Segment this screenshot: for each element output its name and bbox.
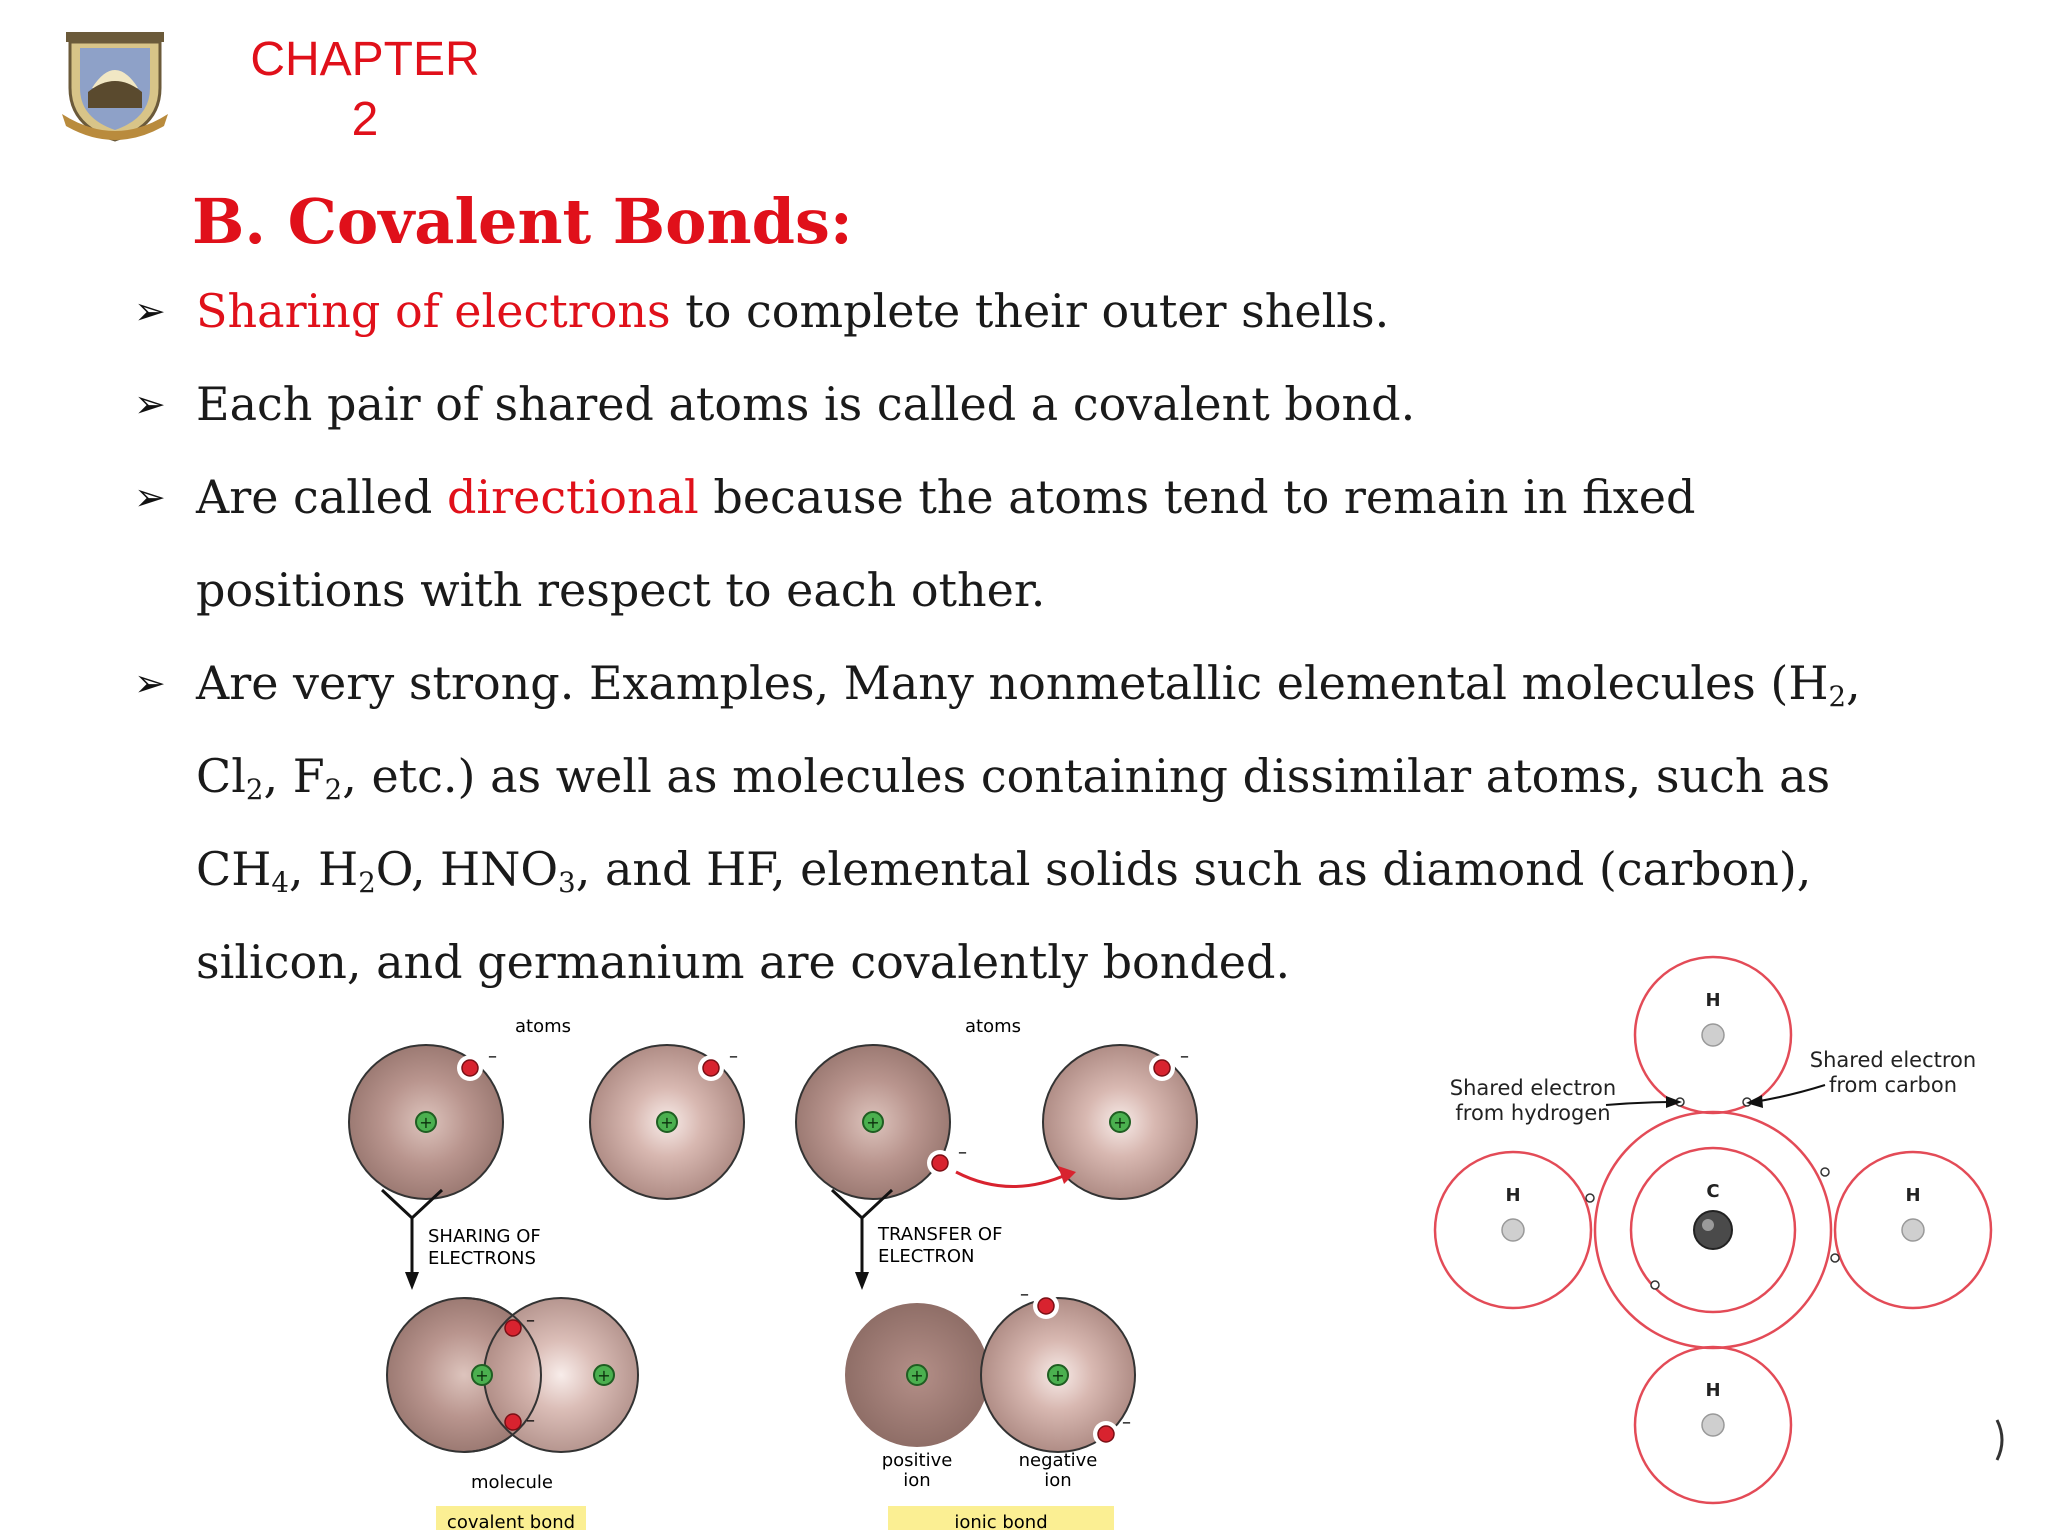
- bullet-text: Each pair of shared atoms is called a covalent bond.: [196, 377, 1416, 431]
- bonding-diagram: [330, 1010, 1230, 1530]
- methane-diagram: [1430, 940, 2030, 1520]
- sharing-label-2: ELECTRONS: [428, 1248, 536, 1269]
- minus-sign: –: [729, 1046, 738, 1067]
- bullet-line-1: [196, 637, 1996, 730]
- transfer-label-1: TRANSFER OF: [878, 1224, 1003, 1245]
- minus-sign: –: [958, 1142, 967, 1163]
- edge-decoration: [1997, 1420, 2002, 1460]
- arrow-bullet-icon: ➢: [134, 475, 166, 519]
- shared-c-label-2: from carbon: [1828, 1073, 1958, 1097]
- ionic-result: [845, 1284, 1135, 1530]
- text-run: , H: [288, 842, 359, 896]
- chapter-number: 2: [351, 93, 379, 146]
- subscript: 2: [324, 772, 343, 806]
- hydrogen-nucleus-icon: [1702, 1414, 1724, 1436]
- bullet-text: to complete their outer shells.: [670, 284, 1390, 338]
- carbon-nucleus-icon: [1694, 1211, 1732, 1249]
- plus-sign: +: [1113, 1113, 1127, 1132]
- electron-icon: [1651, 1281, 1659, 1289]
- text-run: Cl: [196, 749, 246, 803]
- text-run: CH: [196, 842, 272, 896]
- covalent-atoms-group: [349, 1016, 744, 1199]
- bullet-item-directional: [134, 451, 1996, 637]
- plus-sign: +: [597, 1366, 611, 1385]
- subscript: 4: [271, 865, 289, 899]
- arrow-bullet-icon: ➢: [134, 289, 166, 333]
- h-label-right: H: [1905, 1185, 1921, 1206]
- electron-icon: [1831, 1254, 1839, 1262]
- minus-sign: –: [488, 1046, 497, 1067]
- nucleus-highlight: [1702, 1219, 1714, 1231]
- hydrogen-pointer: [1606, 1102, 1674, 1105]
- electron-icon: [703, 1060, 719, 1076]
- plus-sign: +: [910, 1366, 924, 1385]
- ionic-atoms-group: [796, 1016, 1197, 1199]
- subscript: 2: [245, 772, 264, 806]
- electron-icon: [932, 1155, 948, 1171]
- subscript: 3: [558, 865, 576, 899]
- covalent-atoms-label: atoms: [514, 1016, 572, 1037]
- arrow-bullet-icon: ➢: [134, 661, 166, 705]
- c-label: C: [1706, 1181, 1720, 1202]
- electron-icon: [1038, 1298, 1054, 1314]
- ionic-caption: ionic bond: [954, 1512, 1048, 1530]
- negative-ion-label-2: ion: [1044, 1470, 1072, 1491]
- subscript: 2: [1828, 679, 1847, 713]
- electron-icon: [1821, 1168, 1829, 1176]
- subscript: 2: [358, 865, 376, 899]
- shared-c-label-1: Shared electron: [1809, 1048, 1977, 1072]
- negative-ion-label-1: negative: [1018, 1450, 1098, 1471]
- hydrogen-nucleus-icon: [1502, 1219, 1524, 1241]
- minus-sign: –: [1020, 1284, 1029, 1305]
- molecule-label: molecule: [470, 1472, 554, 1493]
- bullet-line-3: [196, 823, 1996, 916]
- bullet-text: Are called: [196, 470, 447, 524]
- slide-title: B. Covalent Bonds:: [192, 185, 853, 258]
- arrow-head-icon: [405, 1272, 419, 1290]
- bullet-highlight: Sharing of electrons: [196, 284, 671, 338]
- bullet-highlight: directional: [446, 470, 699, 524]
- text-run: , etc.) as well as molecules containing dissimilar atoms, such as: [342, 749, 1831, 803]
- minus-sign: –: [526, 1310, 535, 1331]
- minus-sign: –: [526, 1410, 535, 1431]
- transfer-arrow: [956, 1172, 1068, 1187]
- shared-electron-icon: [505, 1320, 521, 1336]
- hydrogen-nucleus-icon: [1702, 1024, 1724, 1046]
- plus-sign: +: [475, 1366, 489, 1385]
- chapter-word: CHAPTER: [250, 33, 480, 86]
- electron-icon: [1586, 1194, 1594, 1202]
- positive-ion-label-1: positive: [881, 1450, 953, 1471]
- text-run: Are very strong. Examples, Many nonmetallic elemental molecules (H: [196, 656, 1829, 710]
- ionic-atoms-label: atoms: [964, 1016, 1022, 1037]
- transfer-down-arrow: [832, 1190, 1002, 1290]
- h-label-left: H: [1505, 1185, 1521, 1206]
- h-label-top: H: [1705, 990, 1721, 1011]
- bullet-item-sharing: [134, 265, 1996, 358]
- plus-sign: +: [660, 1113, 674, 1132]
- arrow-head-icon: [855, 1272, 869, 1290]
- bullet-text-line2: positions with respect to each other.: [196, 563, 1046, 617]
- shared-h-label-2: from hydrogen: [1455, 1101, 1611, 1125]
- electron-icon: [462, 1060, 478, 1076]
- positive-ion-label-2: ion: [903, 1470, 931, 1491]
- bullet-line-2: [196, 730, 1996, 823]
- electron-icon: [1098, 1426, 1114, 1442]
- shared-electron-icon: [505, 1414, 521, 1430]
- bullet-line-4: silicon, and germanium are covalently bonded.: [196, 935, 1291, 989]
- text-run: , F: [263, 749, 325, 803]
- sharing-label-1: SHARING OF: [428, 1226, 541, 1247]
- sharing-arrow: [382, 1190, 541, 1290]
- minus-sign: –: [1180, 1046, 1189, 1067]
- h-label-bottom: H: [1705, 1380, 1721, 1401]
- shared-h-label-1: Shared electron: [1449, 1076, 1617, 1100]
- electron-icon: [1154, 1060, 1170, 1076]
- covalent-molecule: [387, 1298, 638, 1530]
- transfer-label-2: ELECTRON: [878, 1246, 975, 1267]
- bullet-text: because the atoms tend to remain in fixed: [698, 470, 1696, 524]
- minus-sign: –: [1122, 1412, 1131, 1433]
- plus-sign: +: [419, 1113, 433, 1132]
- text-run: O, HNO: [375, 842, 559, 896]
- arrow-bullet-icon: ➢: [134, 382, 166, 426]
- hydrogen-nucleus-icon: [1902, 1219, 1924, 1241]
- text-run: , and HF, elemental solids such as diamond (carbon),: [575, 842, 1812, 896]
- covalent-caption: covalent bond: [446, 1512, 576, 1530]
- text-run: ,: [1846, 656, 1861, 710]
- plus-sign: +: [866, 1113, 880, 1132]
- bullet-item-pair: [134, 358, 1996, 451]
- plus-sign: +: [1051, 1366, 1065, 1385]
